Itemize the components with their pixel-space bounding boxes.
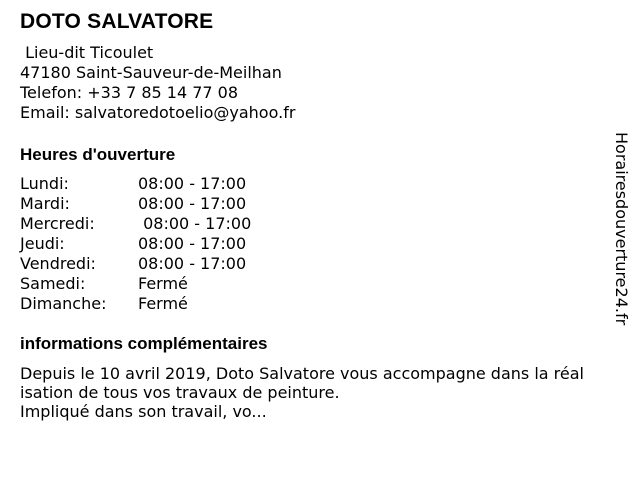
day-label: Dimanche: [20,294,107,313]
info-line: isation de tous vos travaux de peinture. [20,383,340,402]
day-label: Lundi: [20,174,69,193]
watermark-container [606,132,636,346]
time-value: 08:00 - 17:00 [138,194,247,213]
address-line-street: Lieu-dit Ticoulet [20,43,154,62]
site-watermark: Horairesdouverture24.fr [612,132,631,326]
info-line: Depuis le 10 avril 2019, Doto Salvatore vous accompagne dans la réal [20,364,584,383]
day-label: Vendredi: [20,254,96,273]
time-value: 08:00 - 17:00 [138,174,247,193]
day-label: Mardi: [20,194,70,213]
time-value: 08:00 - 17:00 [138,254,247,273]
time-value: 08:00 - 17:00 [138,234,247,253]
email-line: Email: salvatoredotoelio@yahoo.fr [20,103,296,122]
day-label: Samedi: [20,274,86,293]
contact-block [20,43,295,123]
day-label: Jeudi: [20,234,65,253]
additional-info-heading: informations complémentaires [20,334,268,353]
business-name: DOTO SALVATORE [20,10,214,33]
day-label: Mercredi: [20,214,95,233]
address-line-city: 47180 Saint-Sauveur-de-Meilhan [20,63,282,82]
opening-hours-heading: Heures d'ouverture [20,145,176,164]
time-value: Fermé [138,294,188,313]
time-value: 08:00 - 17:00 [138,214,252,233]
info-line: Impliqué dans son travail, vo... [20,402,267,421]
additional-info-text [20,364,584,421]
time-value: Fermé [138,274,188,293]
phone-line: Telefon: +33 7 85 14 77 08 [20,83,239,102]
